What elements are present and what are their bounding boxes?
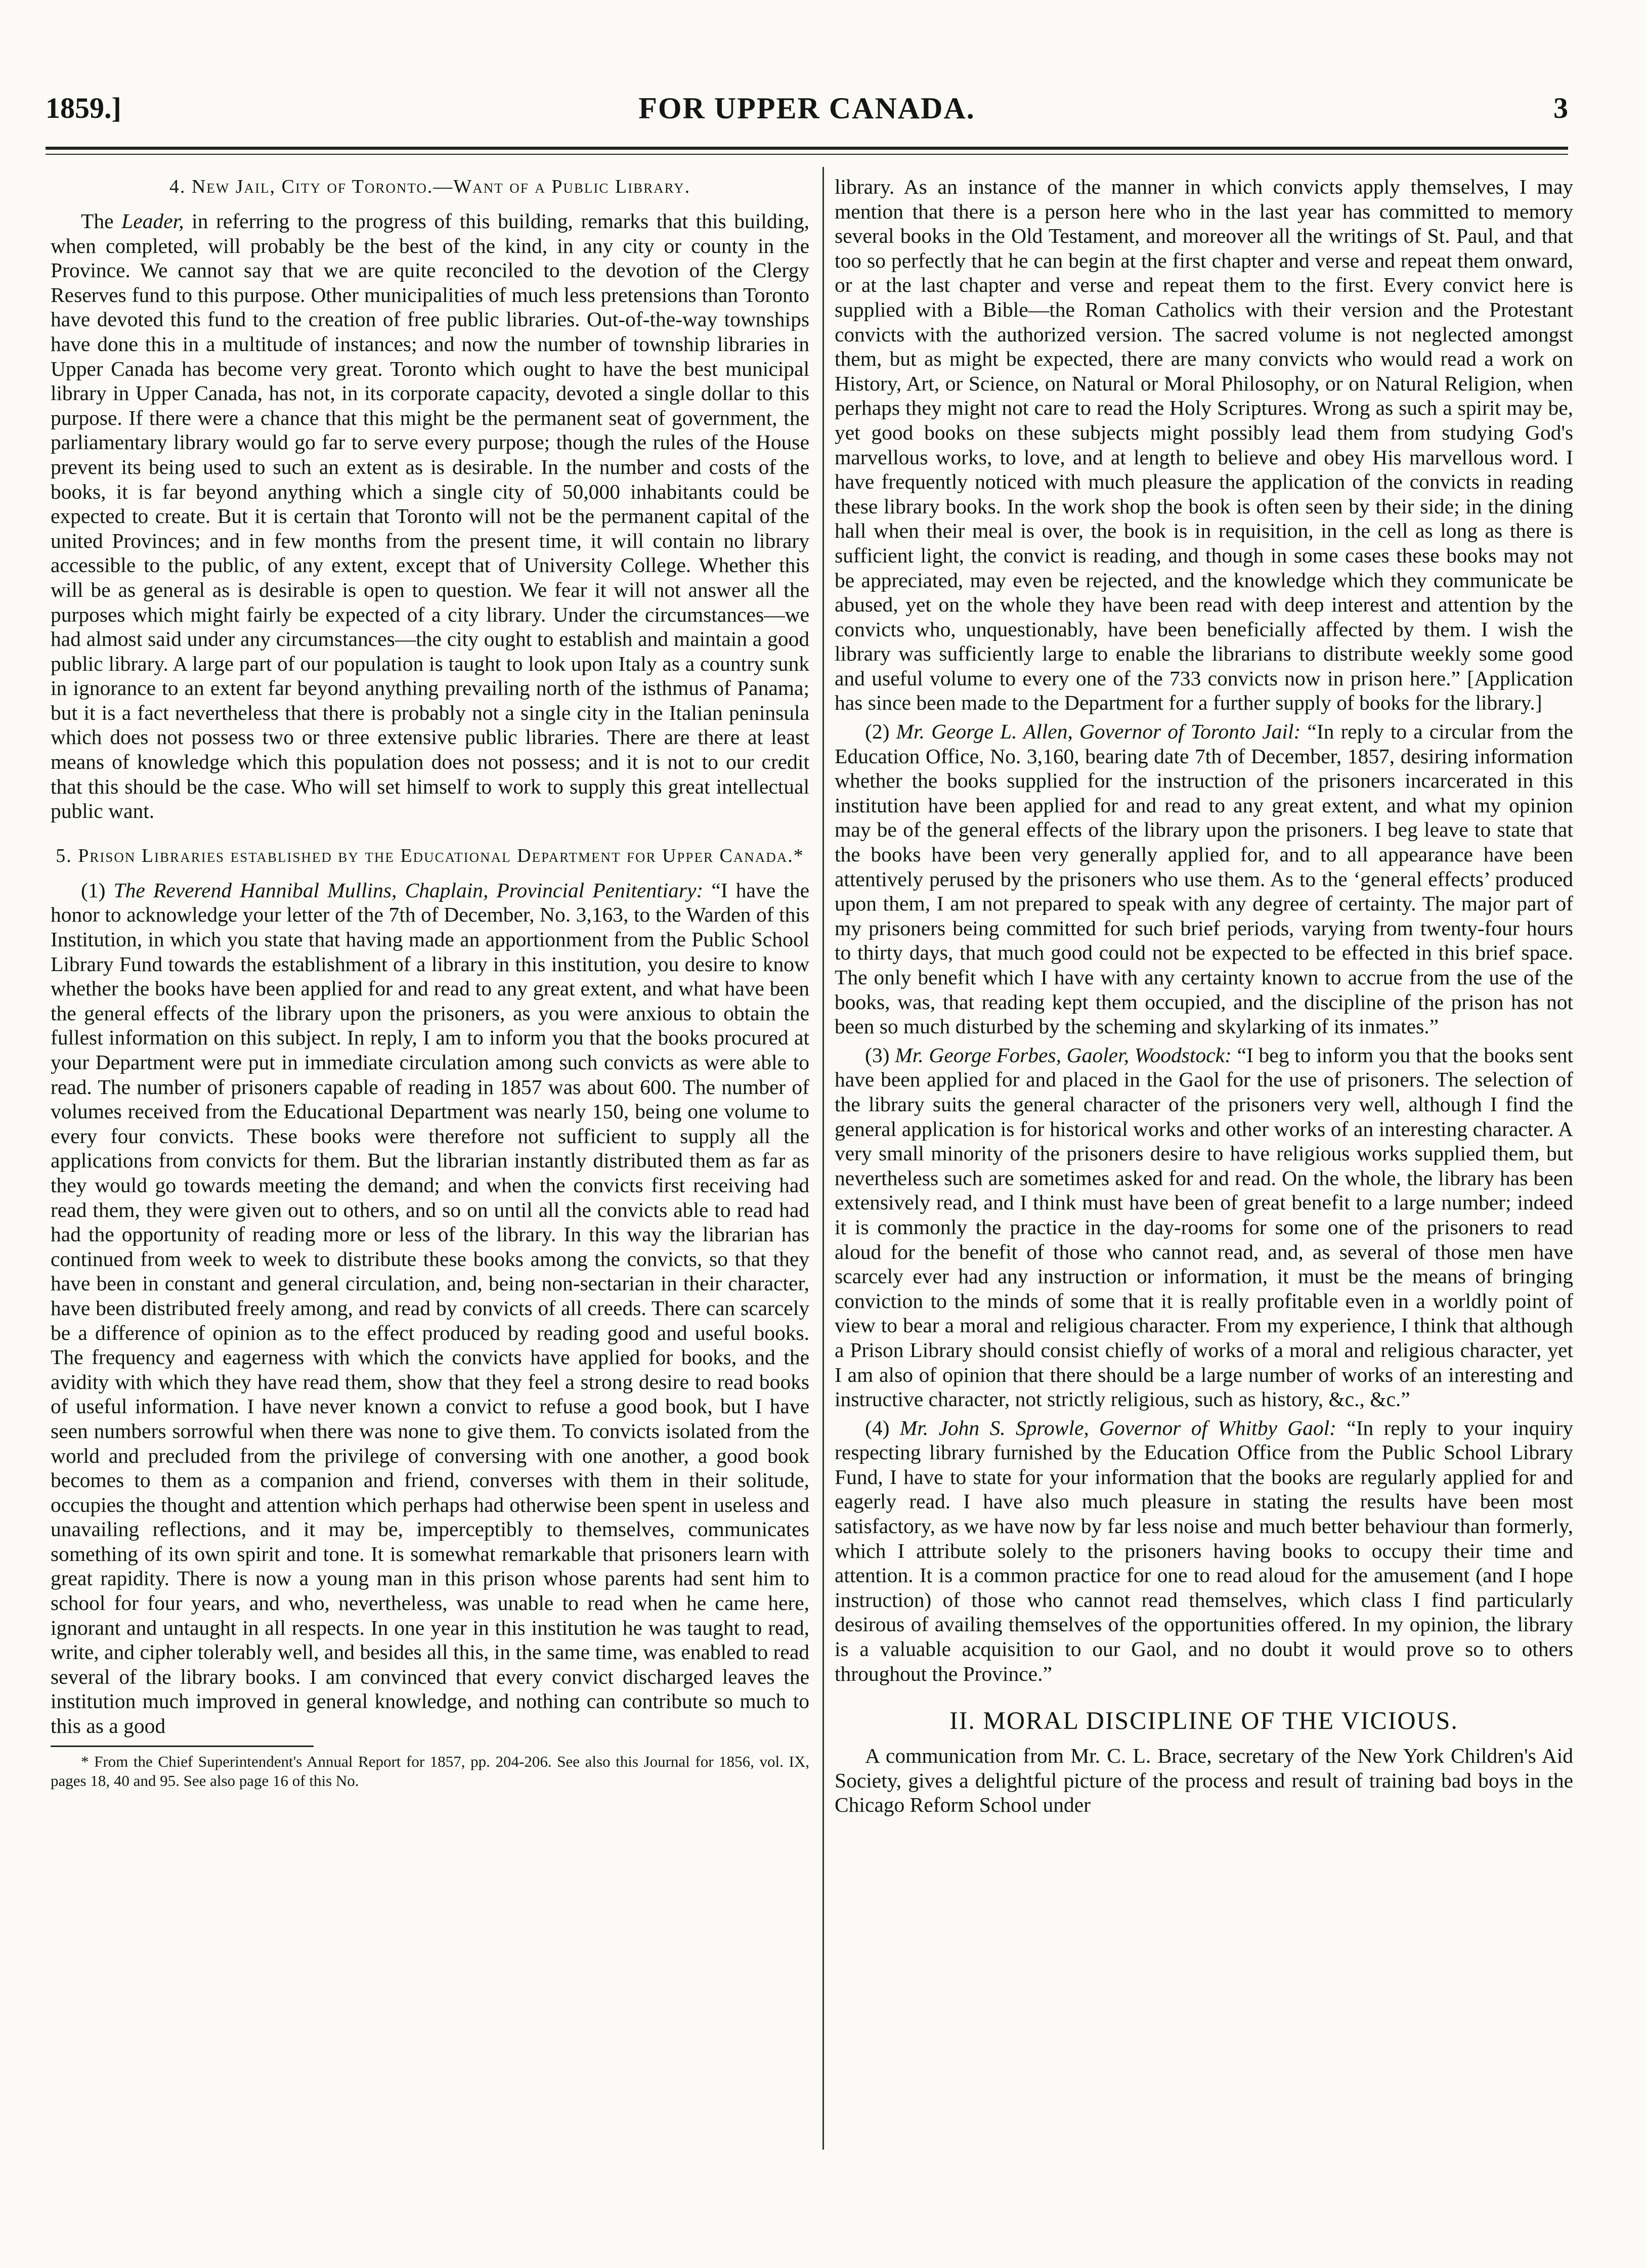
header-rule-thick <box>46 147 1568 150</box>
footnote-rule <box>51 1746 314 1747</box>
header-rule-thin <box>46 154 1568 155</box>
letter-author-allen: Mr. George L. Allen, Governor of Toronto Jail: <box>896 720 1301 744</box>
header-year: 1859.] <box>46 92 121 124</box>
left-column <box>51 175 809 2137</box>
letter-author-mullins: The Reverend Hannibal Mullins, Chaplain, Provincial Penitentiary: <box>113 878 704 902</box>
letter-author-sprowle: Mr. John S. Sprowle, Governor of Whitby Gaol: <box>899 1416 1336 1440</box>
running-header <box>46 91 1568 132</box>
letter-author-forbes: Mr. George Forbes, Gaoler, Woodstock: <box>895 1043 1232 1067</box>
part-2-paragraph: A communication from Mr. C. L. Brace, secretary of the New York Children's Aid Society, gives a delightful picture of the process and result of training bad boys in the Chicago Reform School under <box>835 1744 1573 1817</box>
column-separator <box>822 167 824 2150</box>
mullins-letter-continued: library. As an instance of the manner in which convicts apply themselves, I may mention that there is a person here who in the last year has committed to memory several books in the Old Testament, and moreover all the writings of St. Paul, and that too so perfectly that he can begin at the first chapter and verse and repeat them onward, or at the last chapter and verse and repeat them to the first. Every convict here is supplied with a Bible—the Roman Catholics with their version and the Protestant convicts with the authorized version. The sacred volume is not neglected amongst them, but as might be expected, there are many convicts who would read a work on History, Art, or Science, on Natural or Moral Philosophy, or on Natural Religion, when perhaps they might not care to read the Holy Scriptures. Wrong as such a spirit may be, yet good books on these subjects might possibly lead them from studying God's marvellous works, to love, and at length to believe and obey His marvellous word. I have frequently noticed with much pleasure the application of the convicts in reading these library books. In the work shop the book is often seen by their side; in the dining hall when their meal is over, the book is in requisition, in the cell as long as there is sufficient light, the convict is reading, and though in some cases these books may not be appreciated, may even be rejected, and the knowledge which they communicate be abused, yet on the whole they have been read with deep interest and attention by the convicts who, unquestionably, have been beneficially affected by them. I wish the library was sufficiently large to enable the librarians to distribute weekly some good and useful volume to every one of the 733 convicts now in prison here.” [Application has since been made to the Department for a further supply of books for the library.] <box>835 175 1573 715</box>
right-column <box>835 175 1573 2150</box>
section-4-title: 4. New Jail, City of Toronto.—Want of a Public Library. <box>169 176 691 197</box>
letter-allen: (2) Mr. George L. Allen, Governor of Toronto Jail: “In reply to a circular from the Education Office, No. 3,160, bearing date 7th of December, 1857, desiring information whether the books supplied for the instruction of the prisoners incarcerated in this institution have been applied for and read to any great extent, and what my opinion may be of the general effects of the library upon the prisoners. I beg leave to state that the books have been very generally applied for, and to all appearance have been attentively perused by the prisoners who use them. As to the ‘general effects’ produced upon them, I am not prepared to speak with any degree of certainty. The major part of my prisoners being committed for such brief periods, varying from twenty-four hours to thirty days, that much good could not be expected to be effected in this brief space. The only benefit which I have with any certainty known to accrue from the use of the books, was, that reading kept them occupied, and the discipline of the prison has not been so much disturbed by the scheming and skylarking of its inmates.” <box>835 720 1573 1038</box>
part-2-title: II. MORAL DISCIPLINE OF THE VICIOUS. <box>949 1706 1458 1735</box>
section-4-paragraph: The Leader, in referring to the progress of this building, remarks that this building, when completed, will probably be the best of the kind, in any city or county in the Province. We cannot say that we are quite reconciled to the devotion of the Clergy Reserves fund to this purpose. Other municipalities of much less pretensions than Toronto have devoted this fund to the creation of free public libraries. Out-of-the-way townships have done this in a multitude of instances; and now the number of township libraries in Upper Canada has become very great. Toronto which ought to have the best municipal library in Upper Canada, has not, in its corporate capacity, devoted a single dollar to this purpose. If there were a chance that this might be the permanent seat of government, the parliamentary library would go far to serve every purpose; though the rules of the House prevent its being used to such an extent as is desirable. In the number and costs of the books, it is far beyond anything which a single city of 50,000 inhabitants could be expected to create. But it is certain that Toronto will not be the permanent capital of the united Provinces; and in few months from the present time, it will contain no library accessible to the public, of any extent, except that of University College. Whether this will be as general as is desirable is open to question. We fear it will not answer all the purposes which might fairly be expected of a city library. Under the circumstances—we had almost said under any circumstances—the city ought to establish and maintain a good public library. A large part of our population is taught to look upon Italy as a country sunk in ignorance to an extent far beyond anything prevailing north of the isthmus of Panama; but it is a fact nevertheless that there is probably not a single city in the Italian peninsula which does not possess two or three extensive public libraries. There are there at least means of knowledge which this population does not possess; and it is not to our credit that this should be the case. Who will set himself to work to supply this great intellectual public want. <box>51 209 809 823</box>
header-page-number: 3 <box>1553 92 1568 124</box>
footnote: * From the Chief Superintendent's Annual Report for 1857, pp. 204-206. See also this Journal for 1856, vol. IX, pages 18, 40 and 95. See also page 16 of this No. <box>51 1752 809 1790</box>
leader-newspaper-name: Leader, <box>121 209 184 233</box>
section-5-title: 5. Prison Libraries established by the Educational Department for Upper Canada.* <box>56 845 804 866</box>
letter-forbes: (3) Mr. George Forbes, Gaoler, Woodstock: “I beg to inform you that the books sent have been applied for and placed in the Gaol for the use of prisoners. The selection of the library suits the general character of the prisoners very well, although I find the general application is for historical works and other works of an interesting character. A very small minority of the prisoners desire to have religious works supplied them, but nevertheless such are sometimes asked for and read. On the whole, the library has been extensively read, and I think must have been of great benefit to a large number; indeed it is commonly the practice in the day-rooms for some one of the prisoners to read aloud for the benefit of those who cannot read, and, as several of those men have scarcely ever had any instruction or information, it must be the means of bringing conviction to the minds of some that it is really profitable even in a worldly point of view to bear a moral and religious character. From my experience, I think that although a Prison Library should consist chiefly of works of a moral and religious character, yet I am also of opinion that there should be a large number of works of an interesting and instructive character, not strictly religious, such as history, &c., &c.” <box>835 1043 1573 1411</box>
letter-sprowle: (4) Mr. John S. Sprowle, Governor of Whitby Gaol: “In reply to your inquiry respecting library furnished by the Education Office from the Public School Library Fund, I have to state for your information that the books are regularly applied for and eagerly read. I have also much pleasure in stating the results have been most satisfactory, as we have now by far less noise and much better behaviour than formerly, which I attribute solely to the prisoners having books to occupy their time and attention. It is a common practice for one to read aloud for the amusement (and I hope instruction) of those who cannot read themselves, which class I find particularly desirous of availing themselves of the opportunities offered. In my opinion, the library is a valuable acquisition to our Gaol, and no doubt it would prove so to others throughout the Province.” <box>835 1416 1573 1685</box>
header-title: FOR UPPER CANADA. <box>638 92 975 125</box>
section-5-paragraph-1: (1) The Reverend Hannibal Mullins, Chaplain, Provincial Penitentiary: “I have the honor to acknowledge your letter of the 7th of December, No. 3,163, to the Warden of this Institution, in which you state that having made an apportionment from the Public School Library Fund towards the establishment of a library in this institution, you desire to know whether the books have been applied for and read to any great extent, and what have been the general effects of the library upon the prisoners, as you were anxious to obtain the fullest information on this subject. In reply, I am to inform you that the books procured at your Department were put in immediate circulation among such convicts as were able to read. The number of prisoners capable of reading in 1857 was about 600. The number of volumes received from the Educational Department was nearly 150, being one volume to every four convicts. These books were therefore not sufficient to supply all the applications from convicts for them. But the librarian instantly distributed them as far as they would go towards meeting the demand; and when the convicts first receiving had read them, they were given out to others, and so on until all the convicts able to read had had the opportunity of reading more or less of the library. In this way the librarian has continued from week to week to distribute these books among the convicts, so that they have been in constant and general circulation, and, being non-sectarian in their character, have been distributed freely among, and read by convicts of all creeds. There can scarcely be a difference of opinion as to the effect produced by reading good and useful books. The frequency and eagerness with which the convicts have applied for books, and the avidity with which they have read them, show that they feel a strong desire to read books of useful information. I have never known a convict to refuse a good book, but I have seen numbers sorrowful when there was none to give them. To convicts isolated from the world and precluded from the privilege of conversing with one another, a good book becomes to them as a companion and friend, converses with them in their solitude, occupies the thought and attention which perhaps had otherwise been spent in useless and unavailing reflections, and it may be, imperceptibly to themselves, communicates something of its own spirit and tone. It is somewhat remarkable that prisoners learn with great rapidity. There is now a young man in this prison whose parents had sent him to school for four years, and who, nevertheless, was unable to read when he came here, ignorant and untaught in all respects. In one year in this institution he was taught to read, write, and cipher tolerably well, and besides all this, in the same time, was enabled to read several of the library books. I am convinced that every convict discharged leaves the institution much improved in general knowledge, and nothing can contribute so much to this as a good <box>51 878 809 1738</box>
